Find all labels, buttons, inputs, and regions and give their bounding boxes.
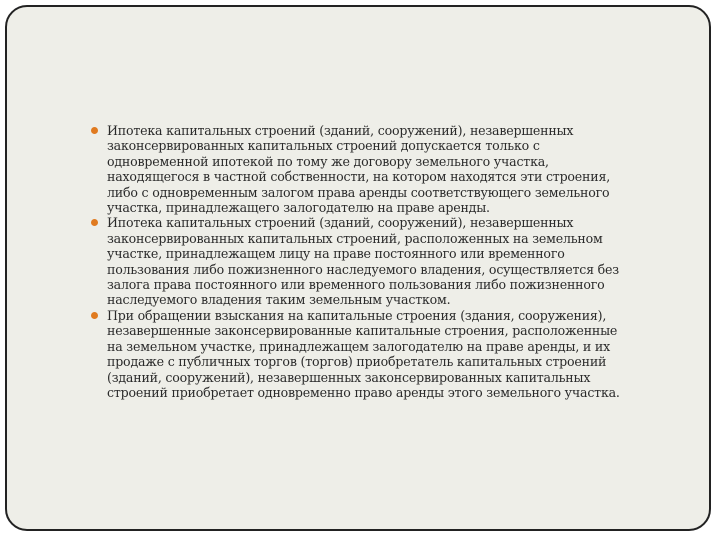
bullet-point-icon	[91, 219, 98, 226]
bullet-list	[91, 123, 717, 400]
bullet-text-line: либо с одновременным залогом права аренды соответствующего земельного	[107, 184, 610, 200]
bullet-text-line: законсервированных капитальных строений допускается только с	[107, 138, 540, 154]
bullet-item	[91, 123, 717, 215]
bullet-point-icon	[91, 312, 98, 319]
bullet-text-line: наследуемого владения таким земельным участком.	[107, 292, 451, 308]
bullet-text-line: продаже с публичных торгов (торгов) приобретатель капитальных строений	[107, 354, 607, 370]
bullet-text-line: незавершенные законсервированные капитальные строения, расположенные	[107, 323, 618, 339]
bullet-text-line: участка, принадлежащего залогодателю на праве аренды.	[107, 200, 490, 216]
bullet-point-icon	[91, 127, 98, 134]
bullet-item	[91, 308, 717, 400]
bullet-text-line: пользования либо пожизненного наследуемого владения, осуществляется без	[107, 261, 619, 277]
bullet-text-line: При обращении взыскания на капитальные строения (здания, сооружения),	[107, 307, 607, 323]
bullet-text-line: на земельном участке, принадлежащем залогодателю на праве аренды, и их	[107, 338, 611, 354]
bullet-text-line: строений приобретает одновременно право аренды этого земельного участка.	[107, 384, 620, 400]
bullet-item	[91, 215, 717, 307]
bullet-text-line: одновременной ипотекой по тому же договору земельного участка,	[107, 153, 549, 169]
bullet-text-line: (зданий, сооружений), незавершенных законсервированных капитальных	[107, 369, 591, 385]
bullet-text-line: находящегося в частной собственности, на котором находятся эти строения,	[107, 169, 610, 185]
bullet-text-line: Ипотека капитальных строений (зданий, сооружений), незавершенных	[107, 123, 574, 138]
bullet-text-line: законсервированных капитальных строений, расположенных на земельном	[107, 230, 603, 246]
slide-frame	[5, 5, 711, 531]
bullet-text-line: участке, принадлежащем лицу на праве постоянного или временного	[107, 246, 565, 262]
bullet-text-line: залога права постоянного или временного пользования либо пожизненного	[107, 277, 605, 293]
bullet-text-line: Ипотека капитальных строений (зданий, сооружений), незавершенных	[107, 215, 574, 231]
